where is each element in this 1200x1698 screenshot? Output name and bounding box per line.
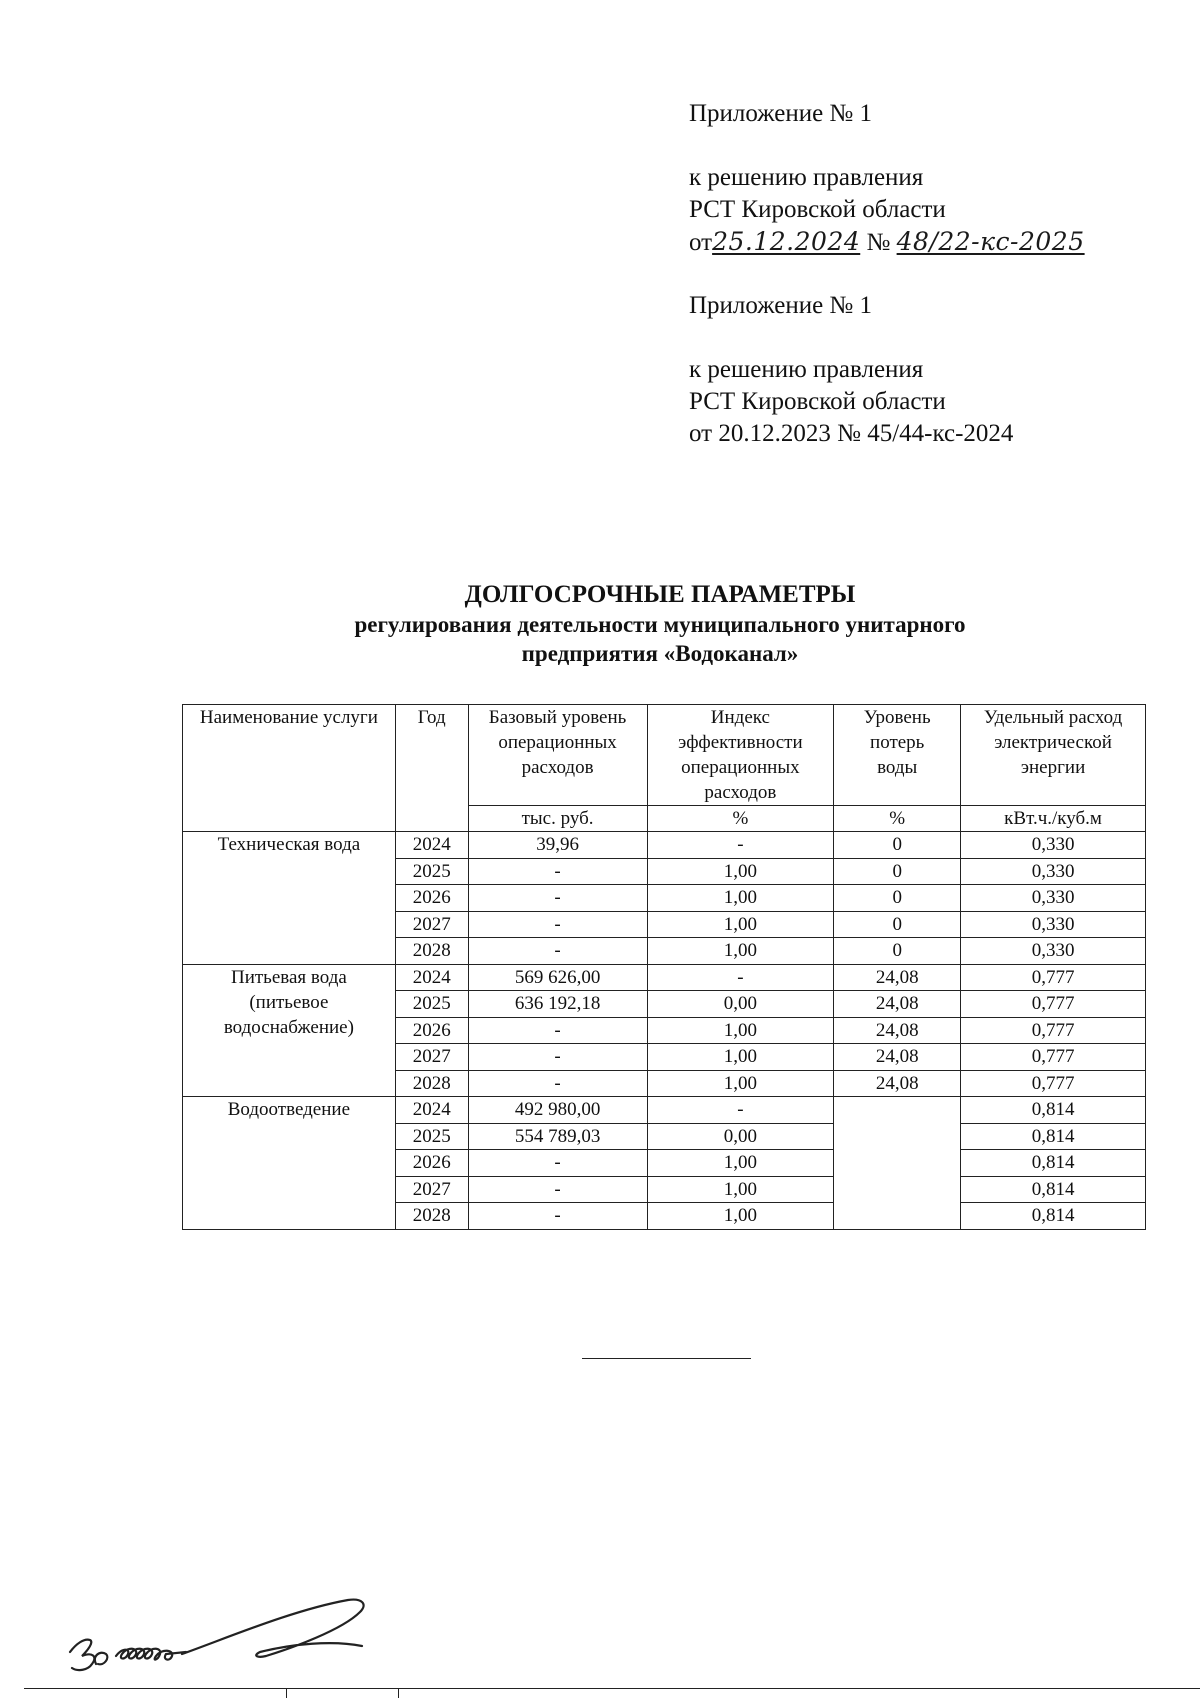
cell-year: 2025 bbox=[395, 858, 468, 885]
handwritten-date: 25.12.2024 bbox=[712, 227, 861, 256]
cell-base: - bbox=[468, 1070, 647, 1097]
cell-base: - bbox=[468, 858, 647, 885]
table-row bbox=[183, 964, 1146, 991]
cell-year: 2027 bbox=[395, 1044, 468, 1071]
appendix-old bbox=[689, 290, 1013, 450]
cell-index: 1,00 bbox=[647, 911, 834, 938]
header-base: Базовый уровень операционных расходов bbox=[468, 705, 647, 806]
cell-energy: 0,777 bbox=[961, 964, 1146, 991]
cell-base: - bbox=[468, 1176, 647, 1203]
cell-base: - bbox=[468, 1017, 647, 1044]
title-sub-1: регулирования деятельности муниципального унитарного bbox=[354, 612, 966, 637]
cell-energy: 0,777 bbox=[961, 1044, 1146, 1071]
footer-tick bbox=[286, 1688, 287, 1698]
cell-loss: 24,08 bbox=[834, 991, 961, 1018]
cell-index: 0,00 bbox=[647, 1123, 834, 1150]
cell-index: 1,00 bbox=[647, 858, 834, 885]
table-row bbox=[183, 1097, 1146, 1124]
appendix-old-title: Приложение № 1 bbox=[689, 292, 873, 319]
unit-energy: кВт.ч./куб.м bbox=[961, 806, 1146, 832]
cell-base: - bbox=[468, 1044, 647, 1071]
unit-index: % bbox=[647, 806, 834, 832]
cell-base: - bbox=[468, 885, 647, 912]
service-name: Питьевая вода (питьевое водоснабжение) bbox=[183, 964, 396, 1097]
cell-base: - bbox=[468, 911, 647, 938]
cell-year: 2024 bbox=[395, 964, 468, 991]
cell-energy: 0,330 bbox=[961, 885, 1146, 912]
cell-year: 2025 bbox=[395, 1123, 468, 1150]
header-loss: Уровень потерь воды bbox=[834, 705, 961, 806]
cell-energy: 0,814 bbox=[961, 1150, 1146, 1177]
cell-index: - bbox=[647, 1097, 834, 1124]
cell-energy: 0,330 bbox=[961, 858, 1146, 885]
cell-loss: 0 bbox=[834, 885, 961, 912]
header-service: Наименование услуги bbox=[183, 705, 396, 832]
service-name: Водоотведение bbox=[183, 1097, 396, 1230]
cell-index: 1,00 bbox=[647, 1176, 834, 1203]
cell-energy: 0,777 bbox=[961, 1070, 1146, 1097]
handwritten-signature bbox=[62, 1590, 402, 1680]
cell-year: 2024 bbox=[395, 1097, 468, 1124]
cell-year: 2025 bbox=[395, 991, 468, 1018]
appendix-new-decision bbox=[689, 226, 1085, 259]
cell-base: 39,96 bbox=[468, 832, 647, 859]
end-divider bbox=[582, 1358, 751, 1359]
appendix-new-line1: к решению правления bbox=[689, 164, 924, 191]
cell-energy: 0,814 bbox=[961, 1097, 1146, 1124]
cell-base: 636 192,18 bbox=[468, 991, 647, 1018]
cell-year: 2028 bbox=[395, 938, 468, 965]
cell-loss: 24,08 bbox=[834, 1070, 961, 1097]
from-label: от bbox=[689, 229, 713, 256]
appendix-new-title: Приложение № 1 bbox=[689, 100, 873, 127]
cell-base: - bbox=[468, 938, 647, 965]
cell-energy: 0,814 bbox=[961, 1176, 1146, 1203]
cell-year: 2024 bbox=[395, 832, 468, 859]
appendix-new-line2: РСТ Кировской области bbox=[689, 196, 946, 223]
cell-year: 2026 bbox=[395, 1150, 468, 1177]
footer-tick bbox=[398, 1688, 399, 1698]
cell-loss: 0 bbox=[834, 911, 961, 938]
unit-base: тыс. руб. bbox=[468, 806, 647, 832]
cell-energy: 0,777 bbox=[961, 1017, 1146, 1044]
cell-base: 492 980,00 bbox=[468, 1097, 647, 1124]
cell-index: 0,00 bbox=[647, 991, 834, 1018]
cell-energy: 0,330 bbox=[961, 938, 1146, 965]
cell-energy: 0,330 bbox=[961, 832, 1146, 859]
cell-energy: 0,777 bbox=[961, 991, 1146, 1018]
number-label: № bbox=[866, 229, 891, 256]
header-year: Год bbox=[395, 705, 468, 832]
cell-loss: 24,08 bbox=[834, 1044, 961, 1071]
cell-year: 2028 bbox=[395, 1070, 468, 1097]
cell-base: 554 789,03 bbox=[468, 1123, 647, 1150]
handwritten-number: 48/22-кс-2025 bbox=[896, 227, 1085, 256]
table-header-row bbox=[183, 705, 1146, 806]
cell-index: 1,00 bbox=[647, 1017, 834, 1044]
header-index: Индекс эффективности операционных расходов bbox=[647, 705, 834, 806]
cell-index: 1,00 bbox=[647, 1070, 834, 1097]
cell-base: - bbox=[468, 1150, 647, 1177]
appendix-old-line1: к решению правления bbox=[689, 356, 924, 383]
cell-index: 1,00 bbox=[647, 1044, 834, 1071]
cell-index: 1,00 bbox=[647, 938, 834, 965]
cell-loss: 0 bbox=[834, 832, 961, 859]
cell-index: - bbox=[647, 832, 834, 859]
cell-loss-empty bbox=[834, 1097, 961, 1230]
cell-year: 2026 bbox=[395, 885, 468, 912]
cell-year: 2027 bbox=[395, 1176, 468, 1203]
cell-index: 1,00 bbox=[647, 1203, 834, 1230]
cell-energy: 0,330 bbox=[961, 911, 1146, 938]
footer-line bbox=[24, 1688, 1200, 1689]
cell-year: 2027 bbox=[395, 911, 468, 938]
cell-energy: 0,814 bbox=[961, 1203, 1146, 1230]
cell-loss: 0 bbox=[834, 938, 961, 965]
table-row bbox=[183, 832, 1146, 859]
cell-base: - bbox=[468, 1203, 647, 1230]
cell-loss: 24,08 bbox=[834, 964, 961, 991]
appendix-new bbox=[689, 98, 1085, 259]
cell-energy: 0,814 bbox=[961, 1123, 1146, 1150]
title-main: ДОЛГОСРОЧНЫЕ ПАРАМЕТРЫ bbox=[464, 581, 856, 608]
cell-index: - bbox=[647, 964, 834, 991]
cell-loss: 0 bbox=[834, 858, 961, 885]
appendix-old-line2: РСТ Кировской области bbox=[689, 388, 946, 415]
document-title bbox=[180, 580, 1140, 668]
cell-index: 1,00 bbox=[647, 1150, 834, 1177]
appendix-old-line3: от 20.12.2023 № 45/44-кс-2024 bbox=[689, 420, 1014, 447]
cell-index: 1,00 bbox=[647, 885, 834, 912]
header-energy: Удельный расход электрической энергии bbox=[961, 705, 1146, 806]
parameters-table bbox=[182, 704, 1146, 1230]
service-name: Техническая вода bbox=[183, 832, 396, 965]
cell-year: 2028 bbox=[395, 1203, 468, 1230]
cell-year: 2026 bbox=[395, 1017, 468, 1044]
unit-loss: % bbox=[834, 806, 961, 832]
cell-loss: 24,08 bbox=[834, 1017, 961, 1044]
cell-base: 569 626,00 bbox=[468, 964, 647, 991]
title-sub-2: предприятия «Водоканал» bbox=[521, 641, 799, 666]
